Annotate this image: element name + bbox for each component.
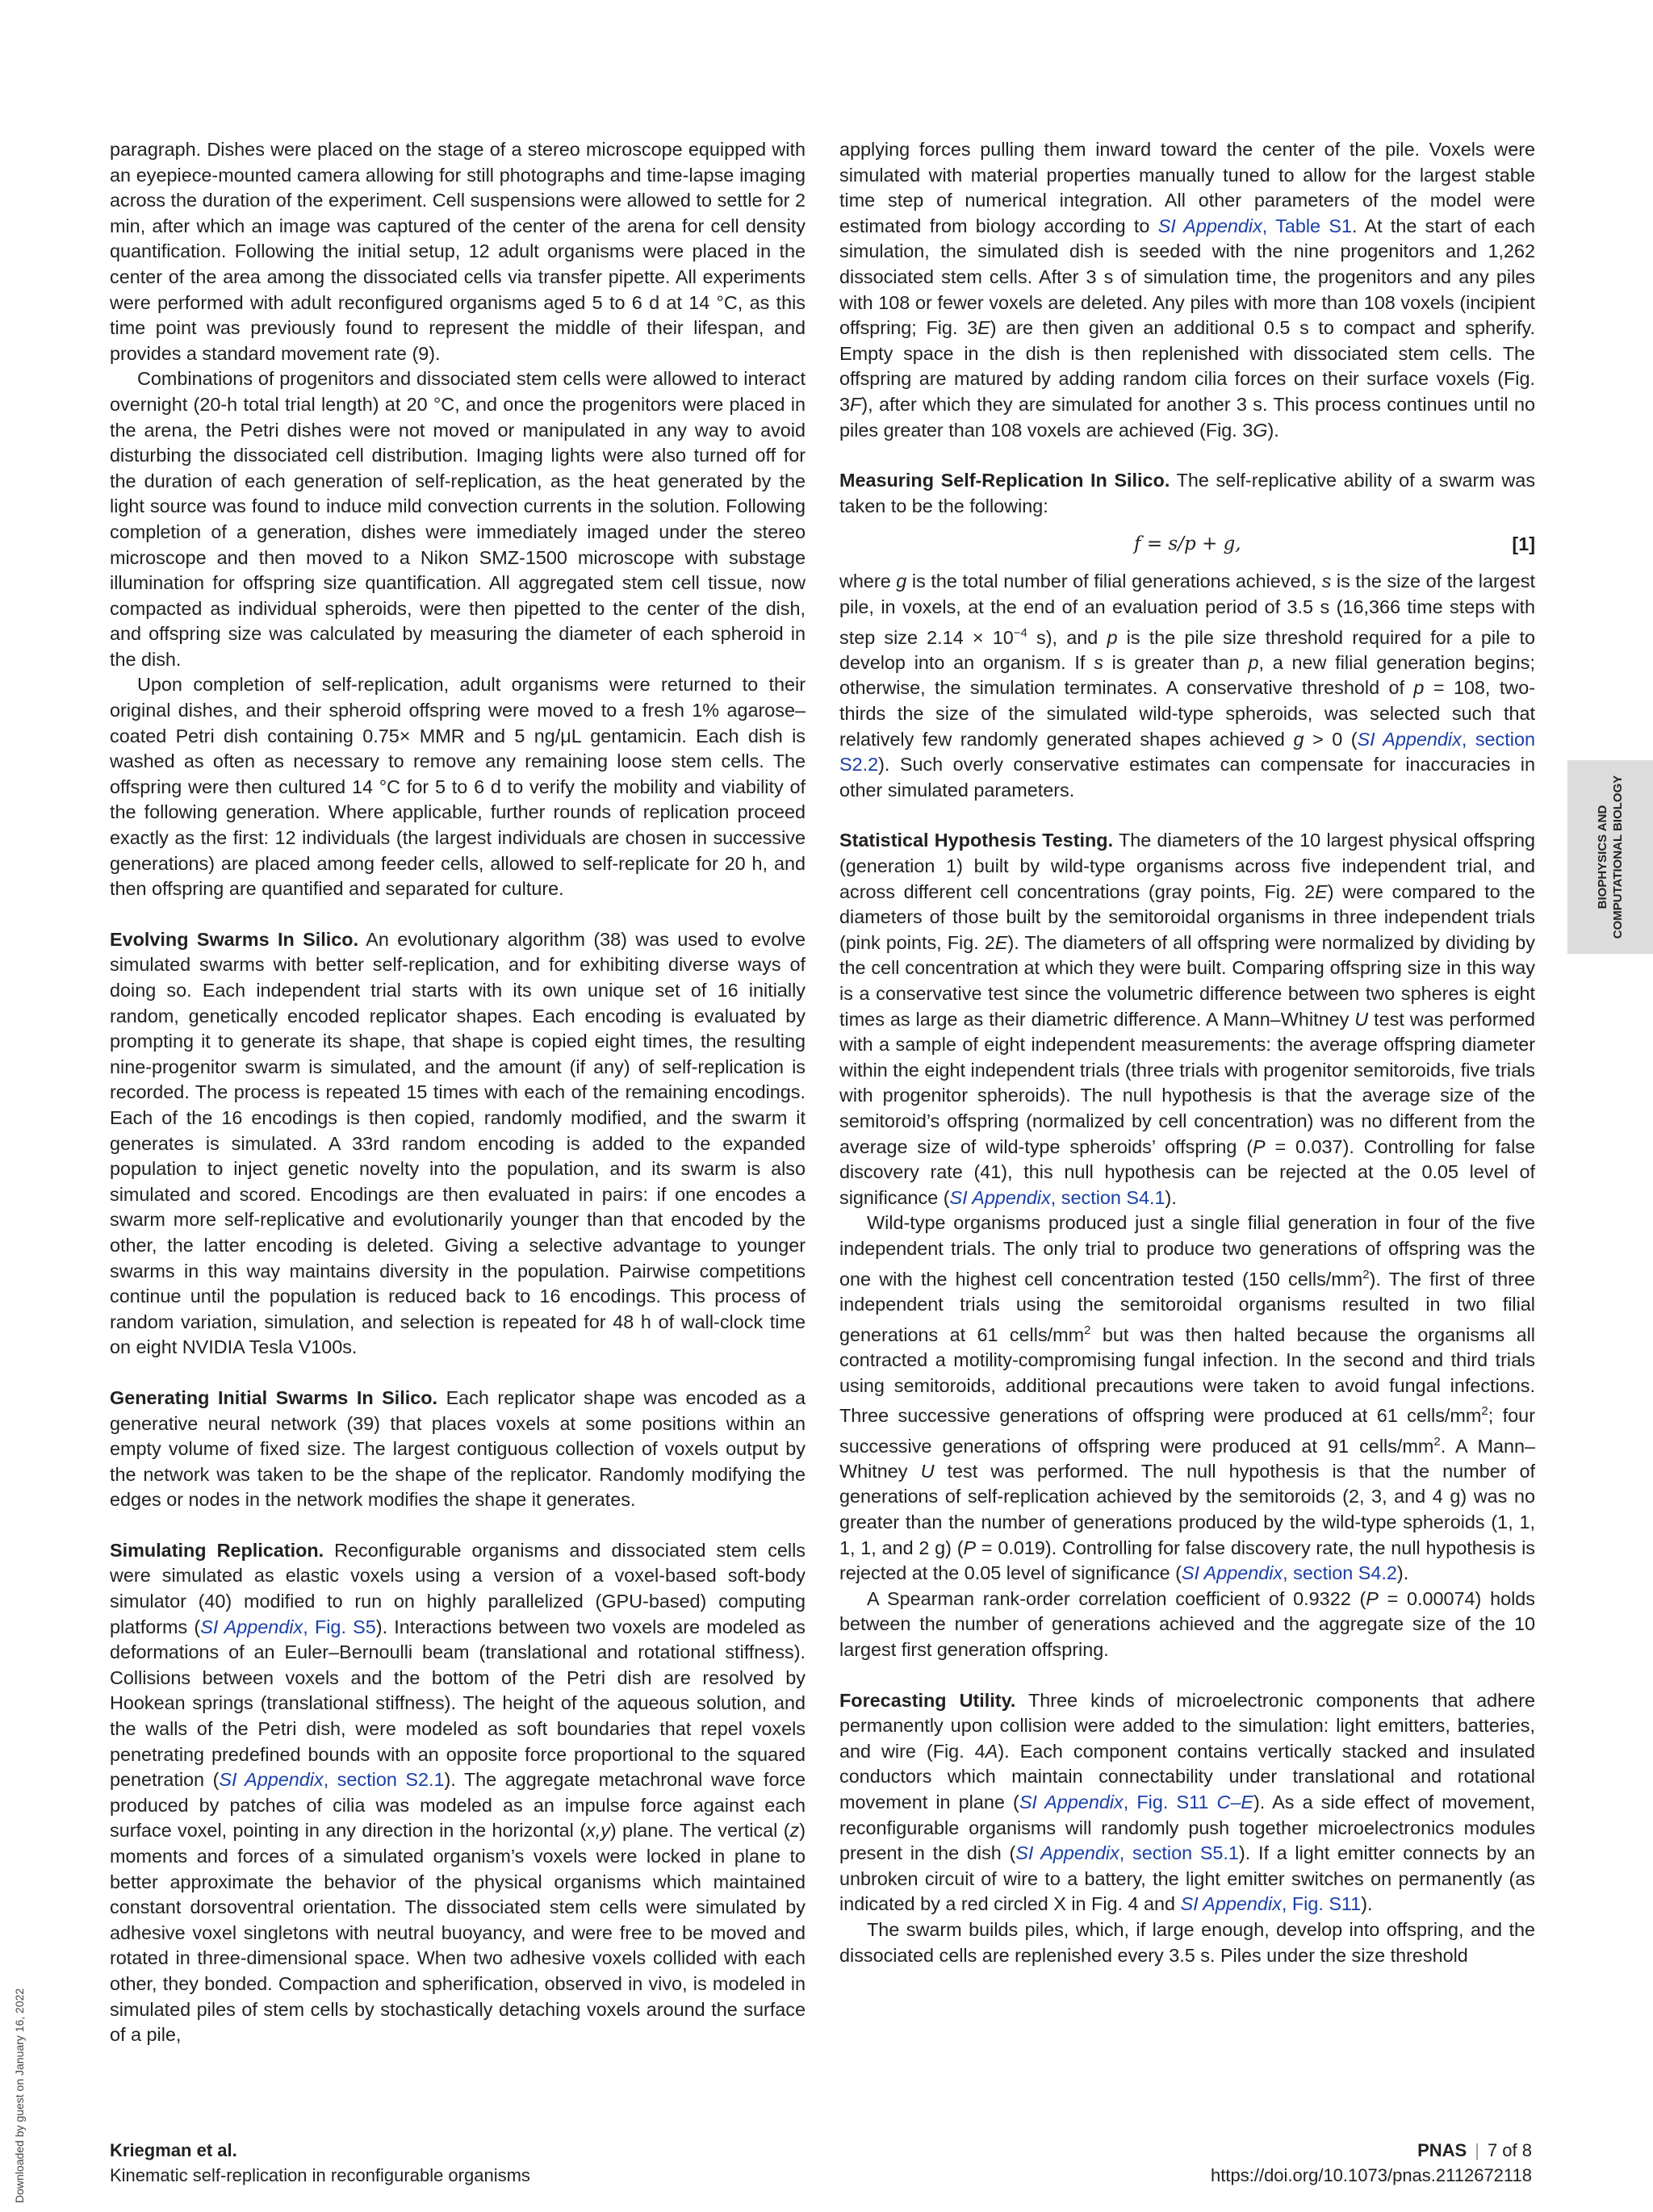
footer-left bbox=[110, 2138, 530, 2188]
paragraph-combinations: Combinations of progenitors and dissociated stem cells were allowed to interact overnight (20-h total trial length) at 20 °C, and once the progenitors were placed in the arena, the Petri dishes were not moved or manipulated in any way to avoid disturbing the dissociated cell distribution. Imaging lights were also turned off for the duration of each generation of self-replication, as the heat generated by the light source was found to induce mild convection currents in the solution. Following completion of a generation, dishes were immediately imaged under the stereo microscope and then moved to a Nikon SMZ-1500 microscope with substage illumination for offspring size quantification. All aggregated stem cell tissue, now compacted as individual spheroids, were then pipetted to the center of the dish, and offspring size was calculated by measuring the diameter of each spheroid in the dish. bbox=[110, 368, 806, 670]
fig-panel: E bbox=[1315, 880, 1328, 902]
superscript: 2 bbox=[1084, 1323, 1091, 1337]
superscript: 2 bbox=[1481, 1404, 1488, 1419]
link-text[interactable]: SI Appendix bbox=[1015, 1842, 1119, 1864]
section-heading: Simulating Replication. bbox=[110, 1539, 324, 1561]
text-run: ). bbox=[1396, 1562, 1409, 1584]
paragraph-upon-completion: Upon completion of self-replication, adult organisms were returned to their original dishes, and their spheroid offspring were moved to a fresh 1% agarose–coated Petri dish containing 0.75× MMR and 5 ng/μL gentamicin. Each dish is washed as often as necessary to remove any remaining loose stem cells. The offspring were then cultured 14 °C for 5 to 6 d to verify the mobility and viability of the following generation. Where applicable, further rounds of replication proceed exactly as the first: 12 individuals (the largest individuals are chosen in successive generations) are placed among feeder cells, allowed to self-replicate for 20 h, and then offspring are quantified and separated for culture. bbox=[110, 674, 806, 900]
section-heading: Statistical Hypothesis Testing. bbox=[839, 830, 1114, 851]
text-run: ). bbox=[1361, 1893, 1373, 1915]
link-text[interactable]: , section S2.1 bbox=[323, 1769, 445, 1791]
paragraph-swarm-builds: The swarm builds piles, which, if large enough, develop into offspring, and the dissociated cells are replenished every 3.5 s. Piles under the size threshold bbox=[839, 1918, 1535, 1966]
text-run: = 0.00074) holds between the number of generations achieved and the aggregate size of the 10 largest first generation offspring. bbox=[839, 1587, 1535, 1661]
text-run: ). Such overly conservative estimates can compensate for inaccuracies in other simulated parameters. bbox=[839, 754, 1535, 801]
link-text[interactable]: SI Appendix bbox=[219, 1769, 324, 1791]
math-var: x,y bbox=[586, 1820, 610, 1842]
section-measuring-self-replication bbox=[839, 468, 1535, 519]
text-run: . At the start of each simulation, the simulated dish is seeded with the nine progenitors and 1,262 dissociated stem cells. After 3 s of simulation time, the progenitors and any piles with 108 or fewer voxels are deleted. Any piles with more than 108 voxels (incipient offspring; Fig. 3 bbox=[839, 215, 1535, 339]
section-text: An evolutionary algorithm (38) was used to evolve simulated swarms with better self-replication, and for exhibiting diverse ways of doing so. Each independent trial starts with its own unique set of 16 initially random, genetically encoded replicator shapes. Each encoding is evaluated by prompting it to generate its shape, that shape is copied eight times, the resulting nine-progenitor swarm is simulated, and the amount (if any) of self-replication is recorded. The process is repeated 15 times with each of the remaining encodings. Each of the 16 encodings is then copied, randomly modified, and the swarm it generates is simulated. A 33rd random encoding is added to the expanded population to inject genetic novelty into the population, and its swarm is also simulated and scored. Encodings are then evaluated in pairs: if one encodes a swarm more self-replicative and evolutionarily younger than that encoded by the other, the latter encoding is deleted. Giving a selective advantage to younger swarms in this way maintains diversity in the population. Pairwise competitions continue until the population is reduced back to 16 encodings. This process of random variation, simulation, and selection is repeated for 48 h of wall-clock time on eight NVIDIA Tesla V100s. bbox=[110, 928, 806, 1358]
text-run: Reconfigurable organisms and dissociated stem cells were simulated as elastic voxels using a version of a voxel-based soft-body simulator (40) modified to run on highly parallelized (GPU-based) computing platforms ( bbox=[110, 1539, 806, 1637]
side-tab-label bbox=[1595, 760, 1626, 954]
text-run: ) plane. The vertical ( bbox=[609, 1820, 790, 1842]
fig-panel: E bbox=[977, 317, 990, 339]
link-text[interactable]: SI Appendix bbox=[1357, 728, 1462, 750]
link-text[interactable]: , section S4.1 bbox=[1050, 1186, 1165, 1208]
section-evolving-swarms bbox=[110, 927, 806, 1361]
section-heading: Forecasting Utility. bbox=[839, 1689, 1016, 1711]
exponent: −4 bbox=[1013, 625, 1027, 640]
footer-page-number: 7 of 8 bbox=[1487, 2140, 1532, 2160]
text-run: ). The aggregate metachronal wave force produced by patches of cilia was modeled as an impulse force against each surface voxel, pointing in any direction in the horizontal ( bbox=[110, 1769, 806, 1842]
fig-panel: F bbox=[850, 393, 862, 415]
link-text[interactable]: SI Appendix bbox=[949, 1186, 1051, 1208]
text-run: ). As a side effect of movement, reconfigurable organisms will randomly push together microelectronics modules present in the dish ( bbox=[839, 1792, 1535, 1864]
text-run: but was then halted because the organisms all contracted a motility-compromising fungal infection. In the second and third trials using semitoroids, additional precautions were taken to avoid fungal infections. Three successive generations of offspring were produced at 61 cells/mm bbox=[839, 1323, 1535, 1426]
math-var: g bbox=[1293, 728, 1304, 750]
text-run: ), after which they are simulated for another 3 s. This process continues until no piles greater than 108 voxels are achieved (Fig. 3 bbox=[839, 393, 1535, 441]
text-run: Three kinds of microelectronic components that adhere permanently upon collision were added to the simulation: light emitters, batteries, and wire (Fig. 4 bbox=[839, 1689, 1535, 1762]
link-text[interactable]: SI Appendix bbox=[1181, 1562, 1283, 1584]
text-run: ). The first of three independent trials using the semitoroidal organisms resulted in two filial generations at 61 cells/mm bbox=[839, 1268, 1535, 1345]
text-run: is the size of the largest pile, in voxels, at the end of an evaluation period of 3.5 s (16,366 time steps with step size 2.14 × 10 bbox=[839, 571, 1536, 648]
equation-number: [1] bbox=[1512, 533, 1535, 555]
footer-article-title: Kinematic self-replication in reconfigurable organisms bbox=[110, 2165, 530, 2185]
text-run: test was performed with a sample of eight independent measurements: the average offspring diameter within the eight independent trials (three trials with progenitor semitoroids, five trials with progenitor spheroids). The null hypothesis is that the average size of the semitoroid’s offspring (normalized by cell concentration) was no different from the average size of wild-type spheroids’ offspring ( bbox=[839, 1008, 1536, 1157]
math-var: s bbox=[1321, 571, 1332, 592]
math-var: P bbox=[1366, 1587, 1379, 1609]
section-text: The self-replicative ability of a swarm was taken to be the following: bbox=[839, 470, 1536, 516]
side-tab-line: COMPUTATIONAL BIOLOGY bbox=[1611, 775, 1625, 939]
math-var: p bbox=[1413, 677, 1425, 699]
link-text[interactable]: SI Appendix bbox=[1180, 1893, 1282, 1915]
section-generating-swarms bbox=[110, 1386, 806, 1513]
footer-separator: | bbox=[1475, 2140, 1479, 2160]
si-appendix-link[interactable] bbox=[1019, 1792, 1253, 1813]
text-run: > 0 ( bbox=[1304, 728, 1358, 750]
text-run: ). Interactions between two voxels are modeled as deformations of an Euler–Bernoulli beam (translational and rotational stiffness). Collisions between voxels and the bottom of the Petri dish are resolved by Hookean springs (translational stiffness). The height of the aqueous solution, and the walls of the Petri dish, were modeled as soft boundaries that repel voxels penetrating predefined bounds with an opposite force proportional to the squared penetration ( bbox=[110, 1616, 806, 1791]
footer-authors: Kriegman et al. bbox=[110, 2140, 237, 2160]
superscript: 2 bbox=[1362, 1267, 1370, 1282]
link-text[interactable]: SI Appendix bbox=[200, 1616, 303, 1637]
si-appendix-link[interactable] bbox=[950, 1187, 1165, 1208]
text-run: ). Each component contains vertically stacked and insulated conductors which maintain connectability under translational and rotational movement in plane ( bbox=[839, 1740, 1535, 1813]
si-appendix-link[interactable] bbox=[1181, 1893, 1362, 1914]
link-text[interactable]: SI Appendix bbox=[1019, 1792, 1124, 1813]
text-run: A Spearman rank-order correlation coefficient of 0.9322 ( bbox=[867, 1587, 1366, 1609]
paragraph-wild-type bbox=[839, 1211, 1535, 1587]
text-run: s), and bbox=[1027, 626, 1107, 648]
math-var: p bbox=[1248, 651, 1259, 673]
link-text[interactable]: , section S2.2 bbox=[839, 728, 1535, 776]
text-run: ) were compared to the diameters of those built by the semitoroidal organisms in three independent trials (pink points, Fig. 2 bbox=[839, 880, 1535, 953]
text-run: , a new filial generation begins; otherwise, the simulation terminates. A conservative threshold of bbox=[839, 651, 1535, 699]
text-run: applying forces pulling them inward toward the center of the pile. Voxels were simulated with material properties manually tuned to allow for the largest stable time step of numerical integration. All other parameters of the model were estimated from biology according to bbox=[839, 139, 1535, 236]
text-run: test was performed. The null hypothesis is that the number of generations of self-replication achieved by the semitoroids (2, 3, and 4 g) was no greater than the number of generations produced by the wild-type spheroids (1, 1, 1, 1, and 2 g) ( bbox=[839, 1460, 1536, 1558]
math-var: P bbox=[1253, 1135, 1266, 1157]
link-text[interactable]: SI Appendix bbox=[1157, 215, 1262, 236]
link-text[interactable]: , Fig. S5 bbox=[303, 1616, 376, 1637]
math-var: U bbox=[1354, 1008, 1369, 1030]
math-var: P bbox=[963, 1537, 977, 1558]
text-run: is greater than bbox=[1103, 651, 1249, 673]
section-text: Each replicator shape was encoded as a generative neural network (39) that places voxels at some positions within an empty volume of fixed size. The largest contiguous collection of voxels output by the network was taken to be the shape of the replicator. Randomly modifying the edges or nodes in the network modifies the shape it generates. bbox=[110, 1386, 806, 1511]
link-text[interactable]: , section S4.2 bbox=[1283, 1562, 1397, 1584]
link-text[interactable]: , Fig. S11 bbox=[1281, 1893, 1362, 1915]
paragraph-spearman bbox=[839, 1587, 1535, 1663]
footer-journal: PNAS bbox=[1417, 2140, 1467, 2160]
si-appendix-link[interactable] bbox=[1182, 1562, 1397, 1583]
text-run: ). The diameters of all offspring were normalized by dividing by the cell concentration at which they were built. Comparing offspring size in this way is a conservative test since the volumetric difference between two spheres is eight times as large as their diametric difference. A Mann–Whitney bbox=[839, 931, 1536, 1030]
footer-right bbox=[1211, 2138, 1532, 2188]
link-text[interactable]: , Table S1 bbox=[1262, 215, 1352, 236]
text-run: ) moments and forces of a simulated organism’s voxels were locked in plane to better approximate the behavior of the physical organisms which maintained constant dorsoventral orientation. The dissociated stem cells were simulated by adhesive voxel singletons with neutral buoyancy, and were free to be moved and rotated in three-dimensional space. When two adhesive voxels collided with each other, they bonded. Compaction and spherification, observed in vivo, is modeled in simulated piles of stem cells by stochastically detaching voxels around the surface of a pile, bbox=[110, 1820, 806, 2046]
link-text[interactable]: , section S5.1 bbox=[1119, 1842, 1239, 1864]
left-column bbox=[110, 137, 806, 2048]
section-side-tab bbox=[1567, 760, 1653, 954]
math-var: g bbox=[896, 571, 907, 592]
text-run: where bbox=[839, 571, 897, 592]
link-text[interactable]: C–E bbox=[1216, 1792, 1254, 1813]
math-var: U bbox=[920, 1460, 935, 1482]
download-note: Downloaded by guest on January 16, 2022 bbox=[13, 1988, 26, 2203]
section-heading: Evolving Swarms In Silico. bbox=[110, 928, 359, 950]
text-run: ). If a light emitter connects by an unbroken circuit of wire to a battery, the light emitter switches on permanently (as indicated by a red circled X in Fig. 4 and bbox=[839, 1842, 1535, 1915]
math-var: s bbox=[1094, 651, 1103, 673]
text-run: is the pile size threshold required for a pile to develop into an organism. If bbox=[839, 626, 1536, 673]
text-run: ). bbox=[1267, 419, 1279, 441]
superscript: 2 bbox=[1433, 1434, 1441, 1449]
text-run: Wild-type organisms produced just a single filial generation in four of the five independent trials. The only trial to produce two generations of offspring was the one with the highest cell concentration tested (150 cells/mm bbox=[839, 1212, 1535, 1290]
si-appendix-link[interactable] bbox=[219, 1769, 444, 1790]
text-run: . A Mann–Whitney bbox=[839, 1435, 1535, 1482]
fig-panel: G bbox=[1253, 419, 1268, 441]
equation-formula: f = s/p + g, bbox=[1134, 533, 1241, 555]
paragraph-dishes: paragraph. Dishes were placed on the stage of a stereo microscope equipped with an eyepiece-mounted camera allowing for still photographs and time-lapse imaging across the duration of the experiment. Cell suspensions were allowed to settle for 2 min, after which an image was captured of the center of the arena for cell density quantification. Following the initial setup, 12 adult organisms were placed in the center of the area among the dissociated cells via transfer pipette. All experiments were performed with adult reconfigured organisms aged 5 to 6 d at 14 °C, as this time point was previously found to represent the middle of their lifespan, and provides a standard movement rate (9). bbox=[110, 139, 806, 364]
math-var: p bbox=[1107, 626, 1118, 648]
text-run: = 0.037). Controlling for false discovery rate (41), this null hypothesis can be rejected at the 0.05 level of significance ( bbox=[839, 1135, 1536, 1208]
link-text[interactable]: , Fig. S11 bbox=[1123, 1792, 1217, 1813]
section-forecasting-utility bbox=[839, 1688, 1535, 1917]
si-appendix-link[interactable] bbox=[1015, 1842, 1239, 1863]
section-simulating-replication bbox=[110, 1538, 806, 2048]
text-run: ). bbox=[1165, 1186, 1177, 1208]
text-run: The diameters of the 10 largest physical offspring (generation 1) built by wild-type organisms across five independent trial, and across different cell concentrations (gray points, Fig. 2 bbox=[839, 830, 1536, 902]
si-appendix-link[interactable] bbox=[1158, 215, 1352, 236]
section-heading: Generating Initial Swarms In Silico. bbox=[110, 1386, 438, 1408]
equation-1 bbox=[839, 530, 1535, 561]
fig-panel: A bbox=[985, 1740, 998, 1762]
text-run: ) are then given an additional 0.5 s to compact and spherify. Empty space in the dish is then replenished with dissociated stem cells. The offspring are matured by adding random cilia forces on their surface voxels (Fig. 3 bbox=[839, 317, 1535, 415]
footer-doi-link[interactable]: https://doi.org/10.1073/pnas.2112672118 bbox=[1211, 2165, 1532, 2185]
text-run: = 0.019). Controlling for false discovery rate, the null hypothesis is rejected at the 0.05 level of significance ( bbox=[839, 1537, 1535, 1584]
fig-panel: E bbox=[994, 931, 1008, 953]
section-statistical-testing bbox=[839, 828, 1535, 1211]
text-run: = 108, two-thirds the size of the simulated wild-type spheroids, was selected such that relatively few randomly generated shapes achieved bbox=[839, 677, 1536, 750]
section-heading: Measuring Self-Replication In Silico. bbox=[839, 470, 1170, 491]
si-appendix-link[interactable] bbox=[200, 1616, 376, 1637]
paragraph-equation-explanation bbox=[839, 569, 1535, 803]
text-run: is the total number of filial generations achieved, bbox=[906, 571, 1322, 592]
side-tab-line: BIOPHYSICS AND bbox=[1596, 805, 1609, 909]
right-column bbox=[839, 137, 1535, 1968]
text-run: ; four successive generations of offspring were produced at 91 cells/mm bbox=[839, 1404, 1535, 1457]
paragraph-applying-forces bbox=[839, 137, 1535, 443]
math-var: z bbox=[789, 1820, 800, 1842]
